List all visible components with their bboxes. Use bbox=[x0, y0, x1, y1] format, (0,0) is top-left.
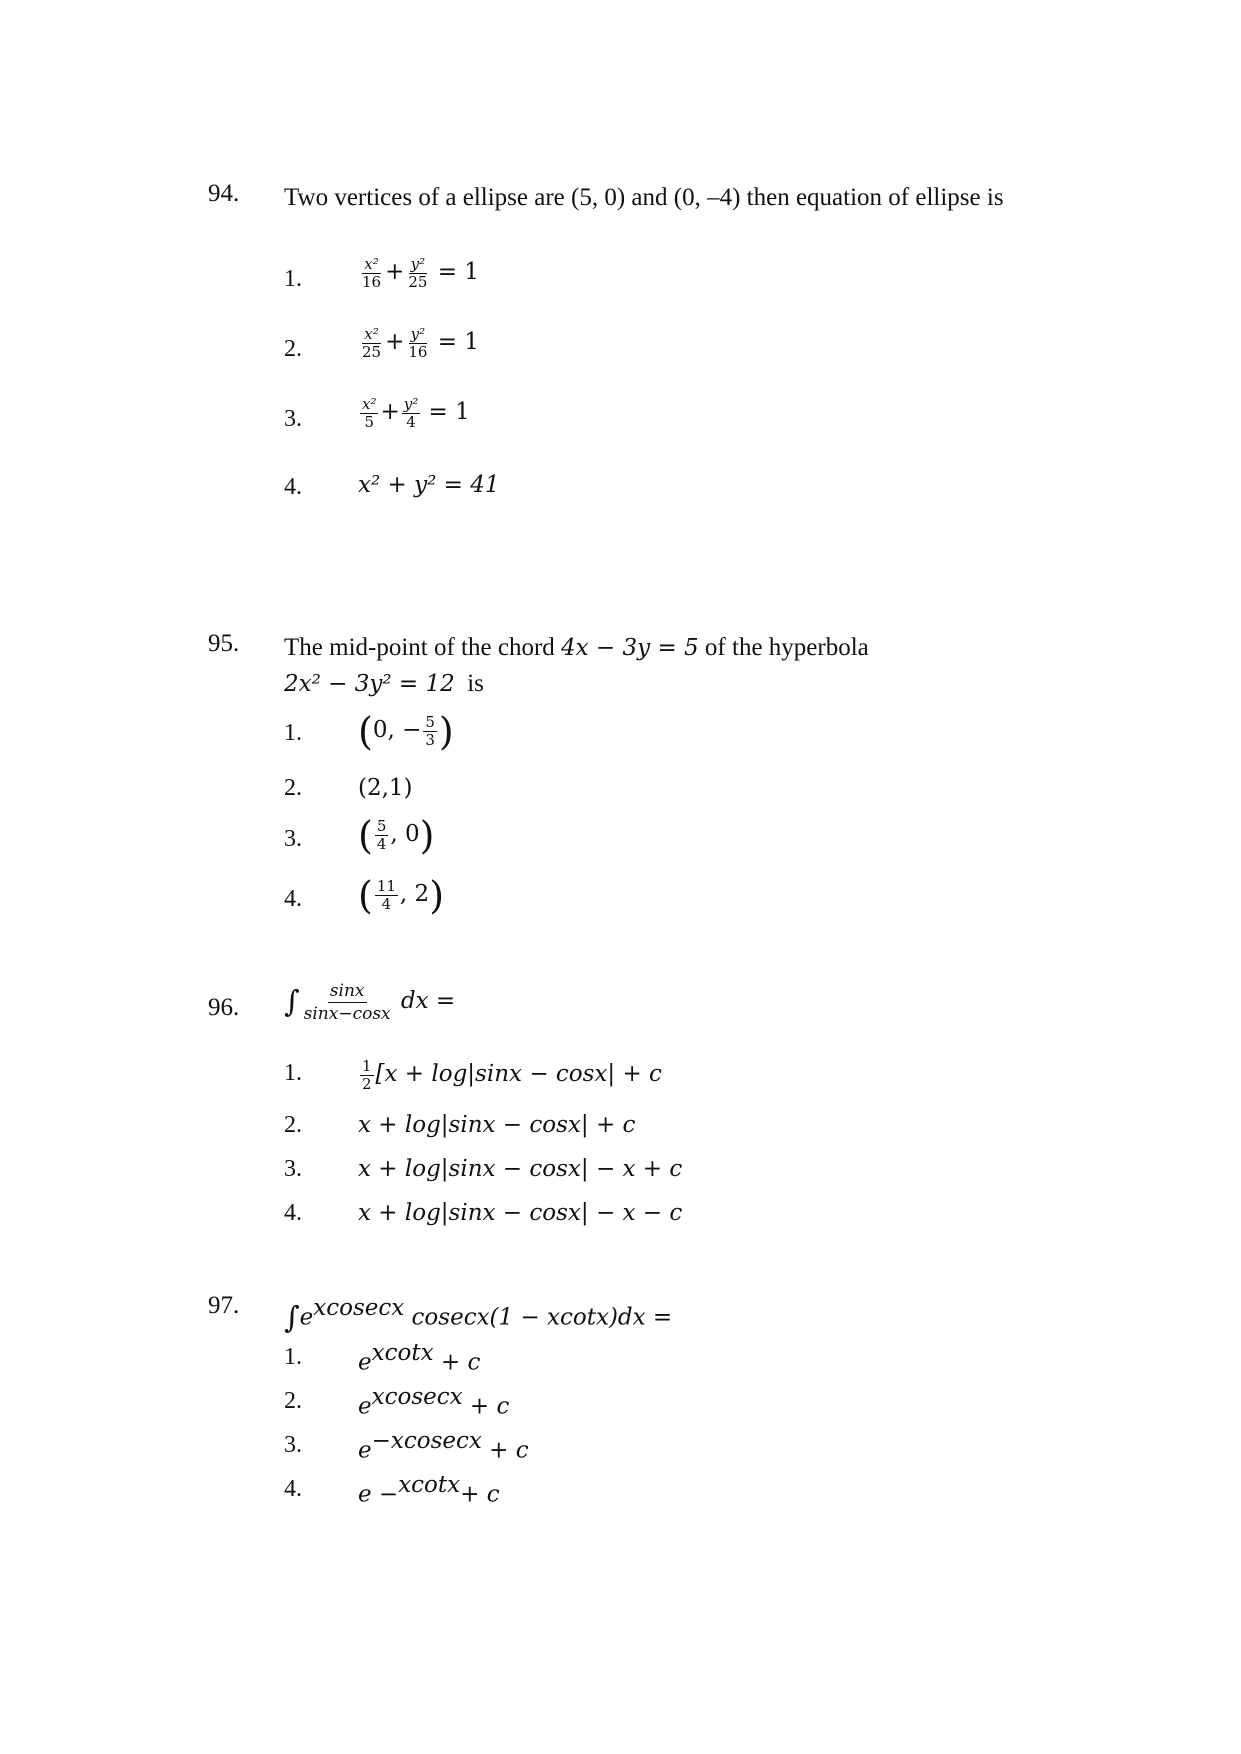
option-expression: $\frac{1}{2}$ [x + log|sinx − cosx| + c bbox=[362, 1057, 662, 1093]
option-expression: $e^{xcotx} + c$ bbox=[358, 1340, 481, 1376]
option-expression: e −$^{xcotx}$+ c bbox=[358, 1472, 500, 1508]
option-number: 4. bbox=[284, 1200, 302, 1226]
chord-equation: 4x − 3y = 5 bbox=[561, 635, 699, 661]
option-number: 4. bbox=[284, 1476, 302, 1502]
option-number: 3. bbox=[284, 406, 302, 432]
option-expression: x² + y² = 41 bbox=[358, 472, 500, 498]
option-number: 2. bbox=[284, 775, 302, 801]
option-expression: x + log|sinx − cosx| − x − c bbox=[358, 1200, 683, 1226]
option-expression: (2,1) bbox=[358, 775, 413, 801]
option-expression: $\frac{\text{x²}}{16}$ + $\frac{\text{y²}}{25}$ = 1 bbox=[362, 255, 479, 291]
option-number: 1. bbox=[284, 1344, 302, 1370]
question-number: 96. bbox=[208, 994, 240, 1021]
option-number: 2. bbox=[284, 1388, 302, 1414]
question-expression: $\int e^{xcosecx}$ cosecx(1 − xcotx)dx = bbox=[284, 1295, 673, 1336]
question-expression: ∫ $\frac{\sin x}{\sin x-\cos x}$ dx = bbox=[284, 981, 456, 1024]
option-number: 2. bbox=[284, 336, 302, 362]
option-number: 1. bbox=[284, 266, 302, 292]
option-number: 3. bbox=[284, 826, 302, 852]
question-number: 94. bbox=[208, 180, 240, 207]
option-expression: x + log|sinx − cosx| + c bbox=[358, 1112, 636, 1138]
option-number: 1. bbox=[284, 720, 302, 746]
question-number: 97. bbox=[208, 1292, 240, 1319]
question-text: Two vertices of a ellipse are (5, 0) and (0, –4) then equation of ellipse is bbox=[284, 184, 1004, 211]
option-expression: $e^{-xcosecx} + c$ bbox=[358, 1428, 529, 1464]
option-expression: x + log|sinx − cosx| − x + c bbox=[358, 1156, 683, 1182]
option-number: 2. bbox=[284, 1112, 302, 1138]
option-number: 3. bbox=[284, 1432, 302, 1458]
option-expression: $\frac{\text{x²}}{25}$ + $\frac{\text{y²}}{16}$ = 1 bbox=[362, 325, 479, 361]
option-expression: ( $\frac{5}{4}$ , 0) bbox=[358, 813, 435, 858]
integral-sign: ∫ bbox=[284, 984, 300, 1020]
option-number: 4. bbox=[284, 886, 302, 912]
question-text: The mid-point of the chord 4x − 3y = 5 of the hyperbola 2x² − 3y² = 12 is bbox=[284, 634, 869, 697]
option-number: 3. bbox=[284, 1156, 302, 1182]
option-number: 4. bbox=[284, 474, 302, 500]
option-expression: $\frac{\text{x²}}{5}$ + $\frac{\text{y²}}{4}$ = 1 bbox=[362, 395, 470, 431]
option-expression: $e^{xcosecx} + c$ bbox=[358, 1384, 510, 1420]
option-number: 1. bbox=[284, 1060, 302, 1086]
integral-sign: ∫ bbox=[284, 1300, 300, 1336]
question-number: 95. bbox=[208, 630, 240, 657]
option-expression: ( $\frac{11}{4}$ , 2) bbox=[358, 873, 445, 918]
hyperbola-equation: 2x² − 3y² = 12 bbox=[284, 671, 455, 697]
option-expression: (0, − $\frac{5}{3}$ ) bbox=[358, 709, 454, 754]
